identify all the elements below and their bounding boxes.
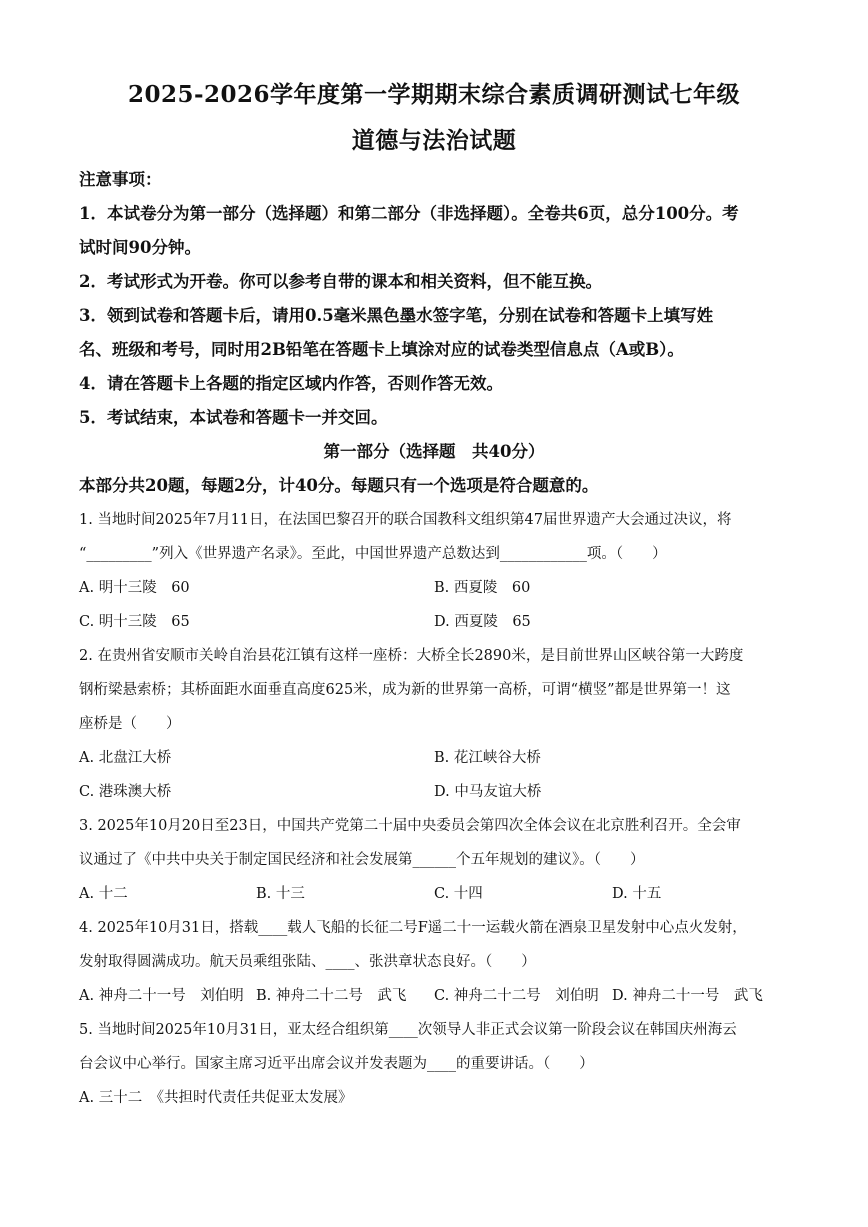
question-3-line-1: 3. 2025年10月20日至23日，中国共产党第二十届中央委员会第四次全体会议在北京胜利召开。全会审 bbox=[79, 818, 741, 834]
question-3-option-a: A. 十二 bbox=[79, 886, 128, 902]
question-4-line-1: 4. 2025年10月31日，搭载____载人飞船的长征二号F遥二十一运载火箭在酒泉卫星发射中心点火发射， bbox=[79, 920, 747, 936]
question-2-option-b: B. 花江峡谷大桥 bbox=[434, 750, 541, 766]
note-3-line-2: 名、班级和考号，同时用2B铅笔在答题卡上填涂对应的试卷类型信息点（A或B）。 bbox=[79, 340, 684, 359]
question-5-line-2: 台会议中心举行。国家主席习近平出席会议并发表题为____的重要讲话。（ ） bbox=[79, 1056, 594, 1072]
question-2-line-2: 钢桁梁悬索桥；其桥面距水面垂直高度625米，成为新的世界第一高桥，可谓“横竖”都是世界第一！这 bbox=[79, 682, 731, 698]
notes-heading: 注意事项： bbox=[79, 170, 162, 189]
question-4-option-a: A. 神舟二十一号 刘伯明 bbox=[79, 988, 244, 1004]
exam-title: 2025-2026学年度第一学期期末综合素质调研测试七年级 bbox=[127, 81, 741, 108]
exam-subject-title: 道德与法治试题 bbox=[351, 127, 517, 154]
question-1-option-b: B. 西夏陵 60 bbox=[434, 580, 531, 596]
note-3-line-1: 3．领到试卷和答题卡后，请用0.5毫米黑色墨水签字笔，分别在试卷和答题卡上填写姓 bbox=[79, 306, 714, 325]
question-3-line-2: 议通过了《中共中央关于制定国民经济和社会发展第______个五年规划的建议》。（ ） bbox=[79, 852, 645, 868]
question-1-option-d: D. 西夏陵 65 bbox=[434, 614, 531, 630]
question-4-option-d: D. 神舟二十一号 武飞 bbox=[612, 988, 763, 1004]
question-1-line-1: 1. 当地时间2025年7月11日，在法国巴黎召开的联合国教科文组织第47届世界遗产大会通过决议，将 bbox=[79, 512, 732, 528]
question-2-line-1: 2. 在贵州省安顺市关岭自治县花江镇有这样一座桥：大桥全长2890米，是目前世界山区峡谷第一大跨度 bbox=[79, 648, 744, 664]
question-2-option-c: C. 港珠澳大桥 bbox=[79, 784, 172, 800]
note-1-line-1: 1．本试卷分为第一部分（选择题）和第二部分（非选择题）。全卷共6页，总分100分。考 bbox=[79, 204, 739, 223]
question-4-line-2: 发射取得圆满成功。航天员乘组张陆、____、张洪章状态良好。（ ） bbox=[79, 954, 536, 970]
question-3-option-c: C. 十四 bbox=[434, 886, 483, 902]
question-2-option-d: D. 中马友谊大桥 bbox=[434, 784, 542, 800]
question-4-option-b: B. 神舟二十二号 武飞 bbox=[256, 988, 407, 1004]
note-5: 5．考试结束，本试卷和答题卡一并交回。 bbox=[79, 408, 388, 427]
question-3-option-b: B. 十三 bbox=[256, 886, 305, 902]
question-2-option-a: A. 北盘江大桥 bbox=[79, 750, 172, 766]
note-4: 4．请在答题卡上各题的指定区域内作答，否则作答无效。 bbox=[79, 374, 503, 393]
part-one-instruction: 本部分共20题，每题2分，计40分。每题只有一个选项是符合题意的。 bbox=[79, 476, 599, 495]
question-1-option-a: A. 明十三陵 60 bbox=[79, 580, 190, 596]
question-5-line-1: 5. 当地时间2025年10月31日，亚太经合组织第____次领导人非正式会议第一阶段会议在韩国庆州海云 bbox=[79, 1022, 737, 1038]
note-1-line-2: 试时间90分钟。 bbox=[79, 238, 201, 257]
question-3-option-d: D. 十五 bbox=[612, 886, 662, 902]
question-2-line-3: 座桥是（ ） bbox=[79, 716, 181, 732]
note-2: 2．考试形式为开卷。你可以参考自带的课本和相关资料，但不能互换。 bbox=[79, 272, 602, 291]
part-one-heading: 第一部分（选择题 共40分） bbox=[323, 442, 545, 461]
question-1-line-2: “_________”列入《世界遗产名录》。至此，中国世界遗产总数达到____________项。（ ） bbox=[79, 546, 667, 562]
question-1-option-c: C. 明十三陵 65 bbox=[79, 614, 190, 630]
question-5-option-a: A. 三十二 《共担时代责任共促亚太发展》 bbox=[79, 1090, 353, 1106]
question-4-option-c: C. 神舟二十二号 刘伯明 bbox=[434, 988, 599, 1004]
